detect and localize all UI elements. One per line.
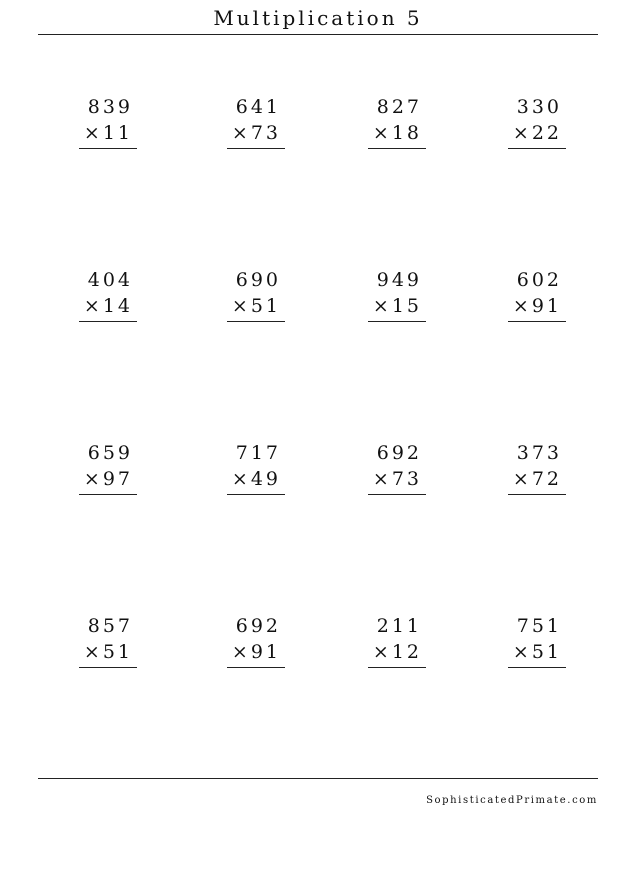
answer-line xyxy=(368,494,426,495)
times-sign: × xyxy=(231,295,248,317)
answer-line xyxy=(508,148,566,149)
multiplication-problem xyxy=(227,270,285,330)
multiplicand: 330 xyxy=(516,96,562,118)
times-sign: × xyxy=(512,641,529,663)
footer-credit: SophisticatedPrimate.com xyxy=(426,795,598,806)
times-sign: × xyxy=(512,122,529,144)
answer-line xyxy=(368,321,426,322)
multiplier: 14 xyxy=(102,295,133,317)
multiplicand: 641 xyxy=(235,96,281,118)
multiplicand: 211 xyxy=(376,615,422,637)
multiplication-problem xyxy=(227,443,285,503)
times-sign: × xyxy=(512,468,529,490)
times-sign: × xyxy=(83,295,100,317)
multiplier: 12 xyxy=(391,641,422,663)
multiplication-problem xyxy=(508,97,566,157)
times-sign: × xyxy=(83,468,100,490)
multiplicand: 659 xyxy=(87,442,133,464)
answer-line xyxy=(227,667,285,668)
times-sign: × xyxy=(512,295,529,317)
multiplier-line xyxy=(373,642,422,662)
multiplication-problem xyxy=(79,270,137,330)
times-sign: × xyxy=(231,641,248,663)
times-sign: × xyxy=(372,468,389,490)
multiplier-line xyxy=(84,123,133,143)
multiplier: 97 xyxy=(102,468,133,490)
multiplier: 51 xyxy=(250,295,281,317)
multiplicand: 827 xyxy=(376,96,422,118)
answer-line xyxy=(368,148,426,149)
multiplicand: 751 xyxy=(516,615,562,637)
times-sign: × xyxy=(372,122,389,144)
multiplier-line xyxy=(232,296,281,316)
multiplier-line xyxy=(84,296,133,316)
times-sign: × xyxy=(83,122,100,144)
multiplier-line xyxy=(373,123,422,143)
multiplier: 49 xyxy=(250,468,281,490)
multiplicand: 949 xyxy=(376,269,422,291)
multiplicand: 857 xyxy=(87,615,133,637)
multiplier: 51 xyxy=(531,641,562,663)
multiplicand: 839 xyxy=(87,96,133,118)
times-sign: × xyxy=(372,641,389,663)
multiplication-problem xyxy=(79,97,137,157)
times-sign: × xyxy=(231,122,248,144)
multiplier-line xyxy=(84,469,133,489)
multiplicand: 690 xyxy=(235,269,281,291)
multiplier: 72 xyxy=(531,468,562,490)
multiplier-line xyxy=(373,469,422,489)
multiplication-problem xyxy=(508,616,566,676)
multiplier-line xyxy=(513,469,562,489)
answer-line xyxy=(508,494,566,495)
multiplication-problem xyxy=(508,443,566,503)
answer-line xyxy=(79,494,137,495)
multiplier: 73 xyxy=(250,122,281,144)
answer-line xyxy=(227,494,285,495)
multiplicand: 717 xyxy=(235,442,281,464)
footer-divider xyxy=(38,778,598,779)
multiplier-line xyxy=(373,296,422,316)
multiplication-problem xyxy=(508,270,566,330)
multiplier: 15 xyxy=(391,295,422,317)
answer-line xyxy=(508,667,566,668)
multiplier-line xyxy=(232,642,281,662)
answer-line xyxy=(227,148,285,149)
multiplier-line xyxy=(513,123,562,143)
multiplication-problem xyxy=(79,616,137,676)
multiplier: 18 xyxy=(391,122,422,144)
multiplication-problem xyxy=(227,97,285,157)
multiplier-line xyxy=(84,642,133,662)
multiplicand: 373 xyxy=(516,442,562,464)
answer-line xyxy=(508,321,566,322)
multiplier: 91 xyxy=(250,641,281,663)
answer-line xyxy=(79,321,137,322)
multiplication-problem xyxy=(368,443,426,503)
answer-line xyxy=(368,667,426,668)
times-sign: × xyxy=(231,468,248,490)
multiplier-line xyxy=(232,469,281,489)
multiplier: 73 xyxy=(391,468,422,490)
times-sign: × xyxy=(372,295,389,317)
header-divider xyxy=(38,34,598,35)
multiplier-line xyxy=(513,296,562,316)
multiplication-problem xyxy=(368,270,426,330)
multiplication-problem xyxy=(368,97,426,157)
multiplier-line xyxy=(513,642,562,662)
multiplicand: 404 xyxy=(87,269,133,291)
multiplicand: 692 xyxy=(376,442,422,464)
multiplier: 91 xyxy=(531,295,562,317)
multiplication-problem xyxy=(368,616,426,676)
multiplier: 51 xyxy=(102,641,133,663)
multiplier-line xyxy=(232,123,281,143)
answer-line xyxy=(227,321,285,322)
multiplication-problem xyxy=(79,443,137,503)
multiplier: 22 xyxy=(531,122,562,144)
multiplier: 11 xyxy=(102,122,133,144)
multiplicand: 692 xyxy=(235,615,281,637)
multiplicand: 602 xyxy=(516,269,562,291)
answer-line xyxy=(79,667,137,668)
multiplication-problem xyxy=(227,616,285,676)
times-sign: × xyxy=(83,641,100,663)
page-title: Multiplication 5 xyxy=(213,6,423,30)
answer-line xyxy=(79,148,137,149)
